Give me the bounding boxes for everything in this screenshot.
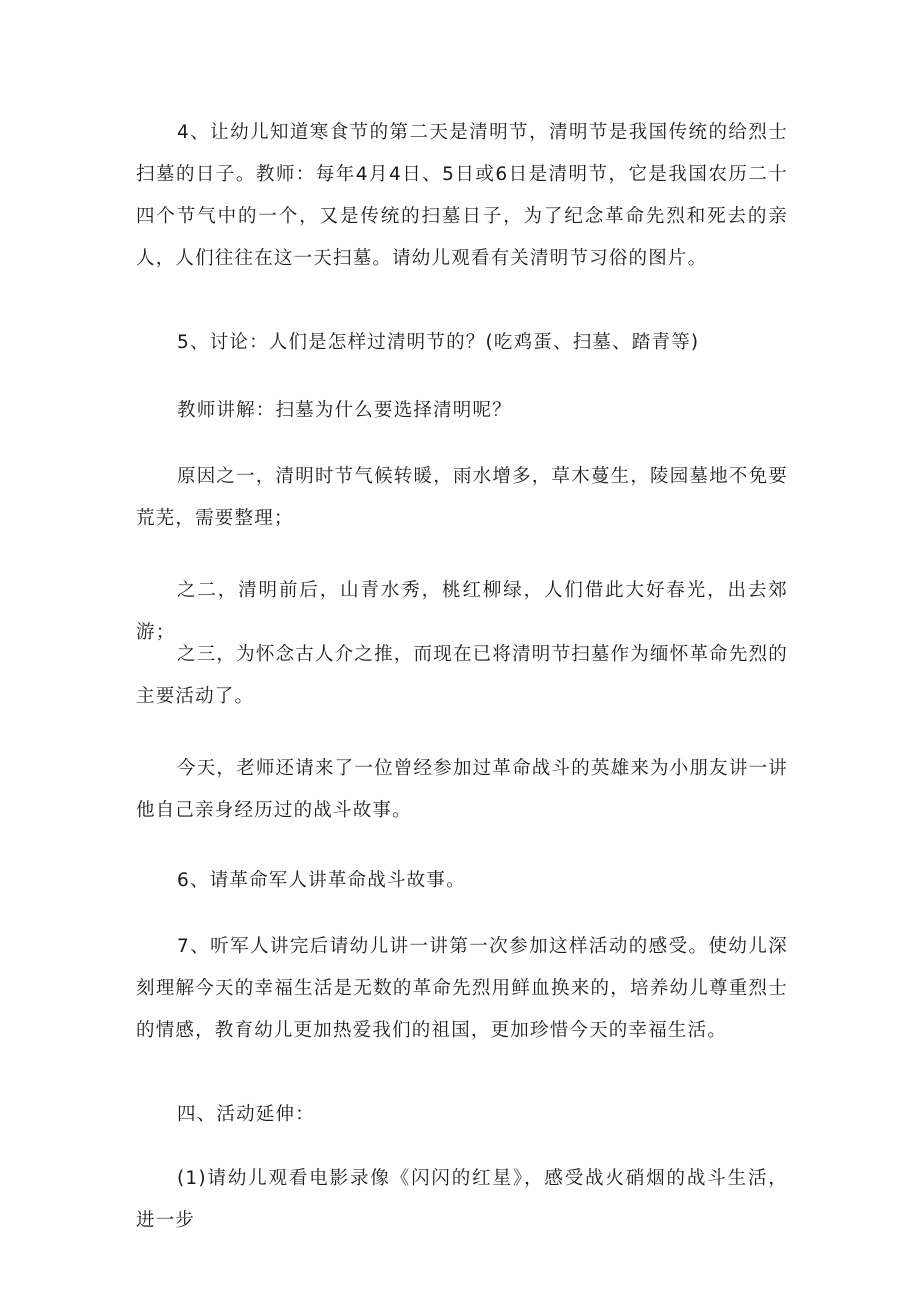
paragraph-reason-three: 之三，为怀念古人介之推，而现在已将清明节扫墓作为缅怀革命先烈的主要活动了。 [136, 644, 788, 707]
paragraph-step-4: 4、让幼儿知道寒食节的第二天是清明节，清明节是我国传统的给烈士扫墓的日子。教师：每年4月4日、5日或6日是清明节，它是我国农历二十四个节气中的一个，又是传统的扫墓日子，为了纪念革命先烈和死去的亲人，人们往往在这一天扫墓。请幼儿观看有关清明节习俗的图片。 [136, 122, 788, 269]
paragraph-today: 今天，老师还请来了一位曾经参加过革命战斗的英雄来为小朋友讲一讲他自己亲身经历过的战斗故事。 [136, 758, 788, 821]
paragraph-step-7: 7、听军人讲完后请幼儿讲一讲第一次参加这样活动的感受。使幼儿深刻理解今天的幸福生活是无数的革命先烈用鲜血换来的，培养幼儿尊重烈士的情感，教育幼儿更加热爱我们的祖国，更加珍惜今天的幸福生活。 [136, 936, 788, 1041]
paragraph-teacher-explains: 教师讲解：扫墓为什么要选择清明呢？ [177, 400, 512, 421]
paragraph-step-6: 6、请革命军人讲革命战斗故事。 [177, 870, 466, 891]
paragraph-reason-one: 原因之一，清明时节气候转暖，雨水增多，草木蔓生，陵园墓地不免要荒芜，需要整理； [136, 466, 788, 529]
paragraph-step-5: 5、讨论：人们是怎样过清明节的？(吃鸡蛋、扫墓、踏青等) [177, 332, 700, 353]
paragraph-extension-1: (1)请幼儿观看电影录像《闪闪的红星》，感受战火硝烟的战斗生活，进一步 [136, 1168, 788, 1231]
section-heading-extension: 四、活动延伸： [177, 1104, 315, 1125]
paragraph-reason-two: 之二，清明前后，山青水秀，桃红柳绿，人们借此大好春光，出去郊游； [136, 580, 788, 643]
